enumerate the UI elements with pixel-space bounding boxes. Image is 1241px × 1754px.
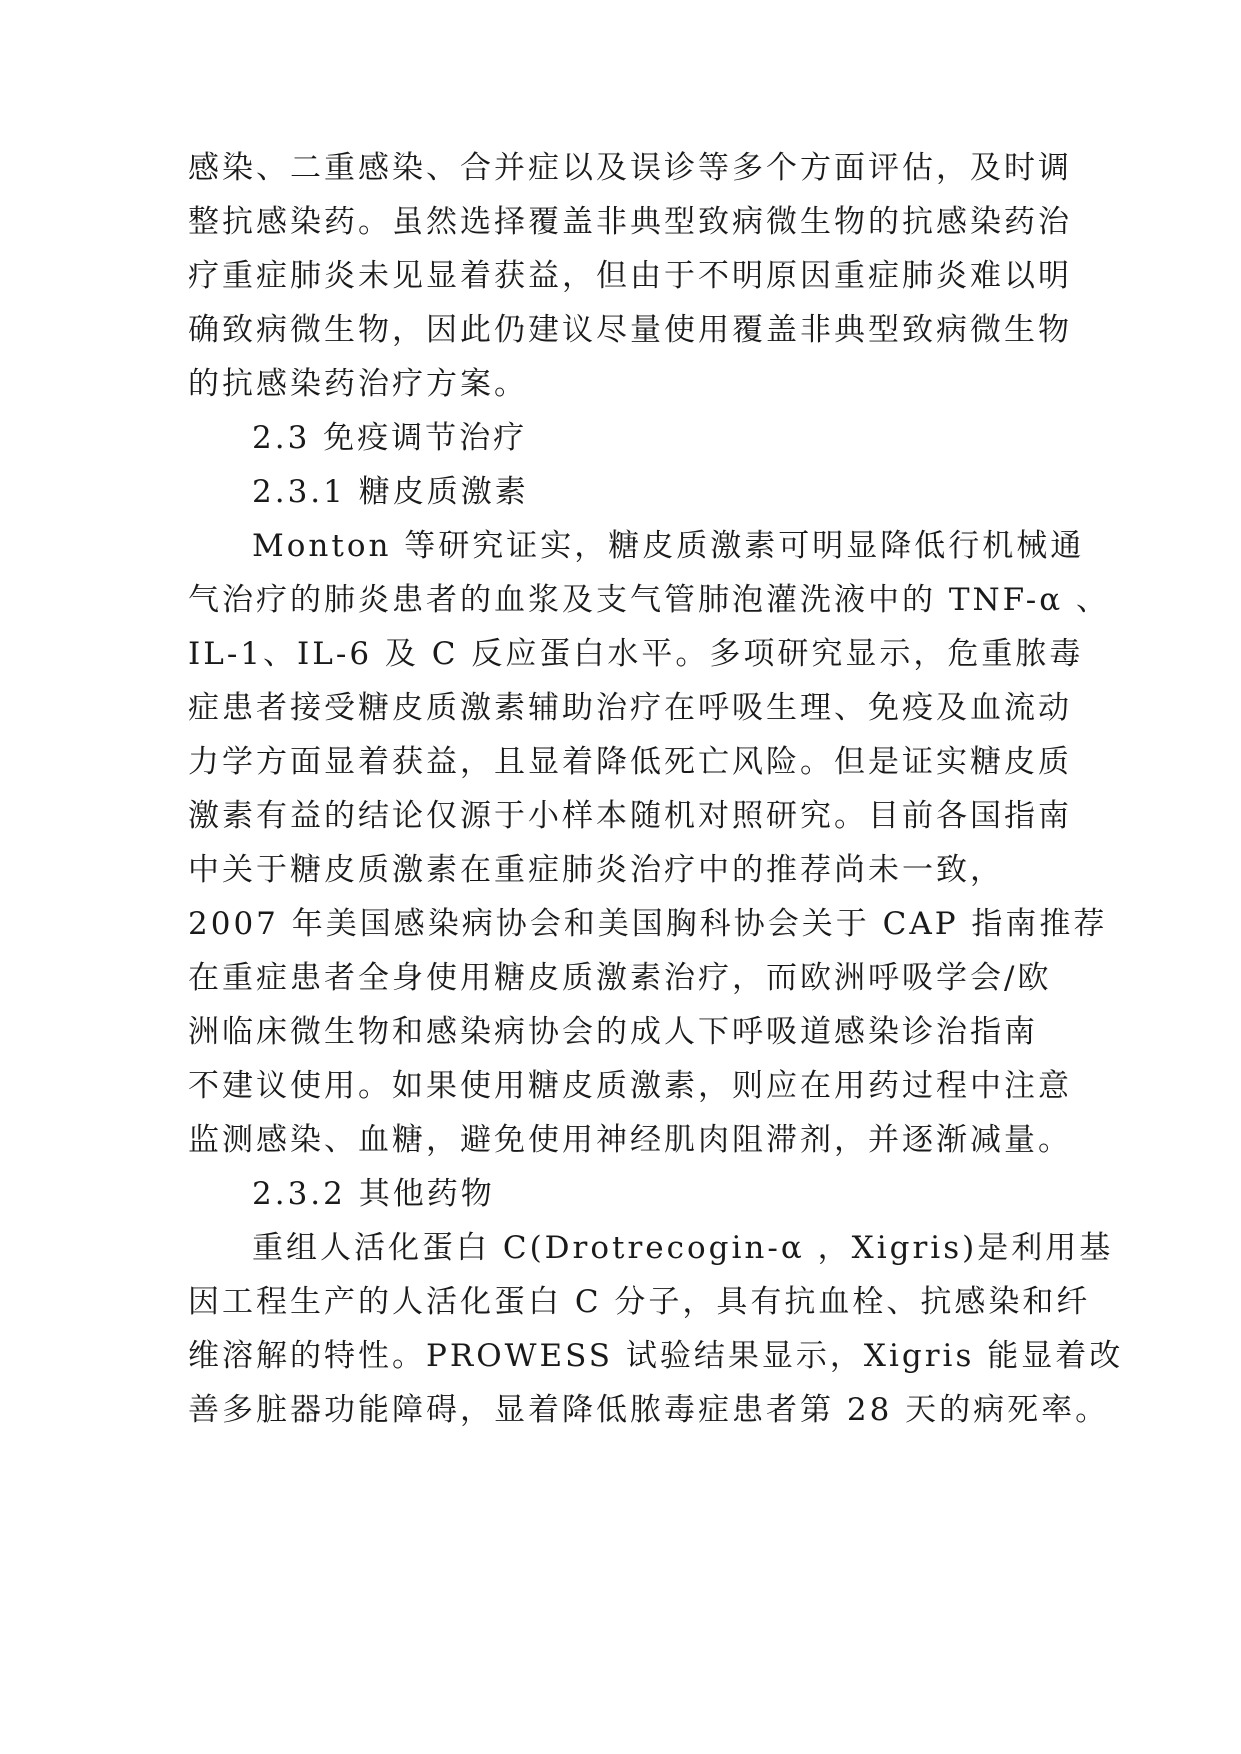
text-line: IL-1、IL-6 及 C 反应蛋白水平。多项研究显示，危重脓毒 [188, 636, 1084, 672]
text-line: 确致病微生物，因此仍建议尽量使用覆盖非典型致病微生物 [188, 312, 1072, 348]
text-line: 在重症患者全身使用糖皮质激素治疗，而欧洲呼吸学会/欧 [188, 960, 1052, 996]
text-line: 2007 年美国感染病协会和美国胸科协会关于 CAP 指南推荐 [188, 906, 1108, 942]
text-line: 的抗感染药治疗方案。 [188, 366, 528, 402]
text-line: 不建议使用。如果使用糖皮质激素，则应在用药过程中注意 [188, 1068, 1072, 1104]
text-line: 善多脏器功能障碍，显着降低脓毒症患者第 28 天的病死率。 [188, 1392, 1110, 1428]
text-line: 气治疗的肺炎患者的血浆及支气管肺泡灌洗液中的 TNF-α 、 [188, 582, 1111, 618]
text-line: 症患者接受糖皮质激素辅助治疗在呼吸生理、免疫及血流动 [188, 690, 1072, 726]
text-line: 维溶解的特性。PROWESS 试验结果显示，Xigris 能显着改 [188, 1338, 1124, 1374]
text-line: Monton 等研究证实，糖皮质激素可明显降低行机械通 [252, 528, 1085, 564]
section-heading: 2.3 免疫调节治疗 [252, 420, 528, 456]
text-line: 重组人活化蛋白 C(Drotrecogin-α ，Xigris)是利用基 [252, 1230, 1114, 1266]
text-line: 疗重症肺炎未见显着获益，但由于不明原因重症肺炎难以明 [188, 258, 1072, 294]
text-line: 中关于糖皮质激素在重症肺炎治疗中的推荐尚未一致， [188, 852, 1004, 888]
subsection-heading: 2.3.2 其他药物 [252, 1176, 495, 1212]
text-line: 监测感染、血糖，避免使用神经肌肉阻滞剂，并逐渐减量。 [188, 1122, 1072, 1158]
text-line: 激素有益的结论仅源于小样本随机对照研究。目前各国指南 [188, 798, 1072, 834]
text-line: 整抗感染药。虽然选择覆盖非典型致病微生物的抗感染药治 [188, 204, 1072, 240]
text-line: 因工程生产的人活化蛋白 C 分子，具有抗血栓、抗感染和纤 [188, 1284, 1091, 1320]
subsection-heading: 2.3.1 糖皮质激素 [252, 474, 529, 510]
text-line: 力学方面显着获益，且显着降低死亡风险。但是证实糖皮质 [188, 744, 1072, 780]
text-line: 洲临床微生物和感染病协会的成人下呼吸道感染诊治指南 [188, 1014, 1038, 1050]
text-line: 感染、二重感染、合并症以及误诊等多个方面评估，及时调 [188, 150, 1072, 186]
